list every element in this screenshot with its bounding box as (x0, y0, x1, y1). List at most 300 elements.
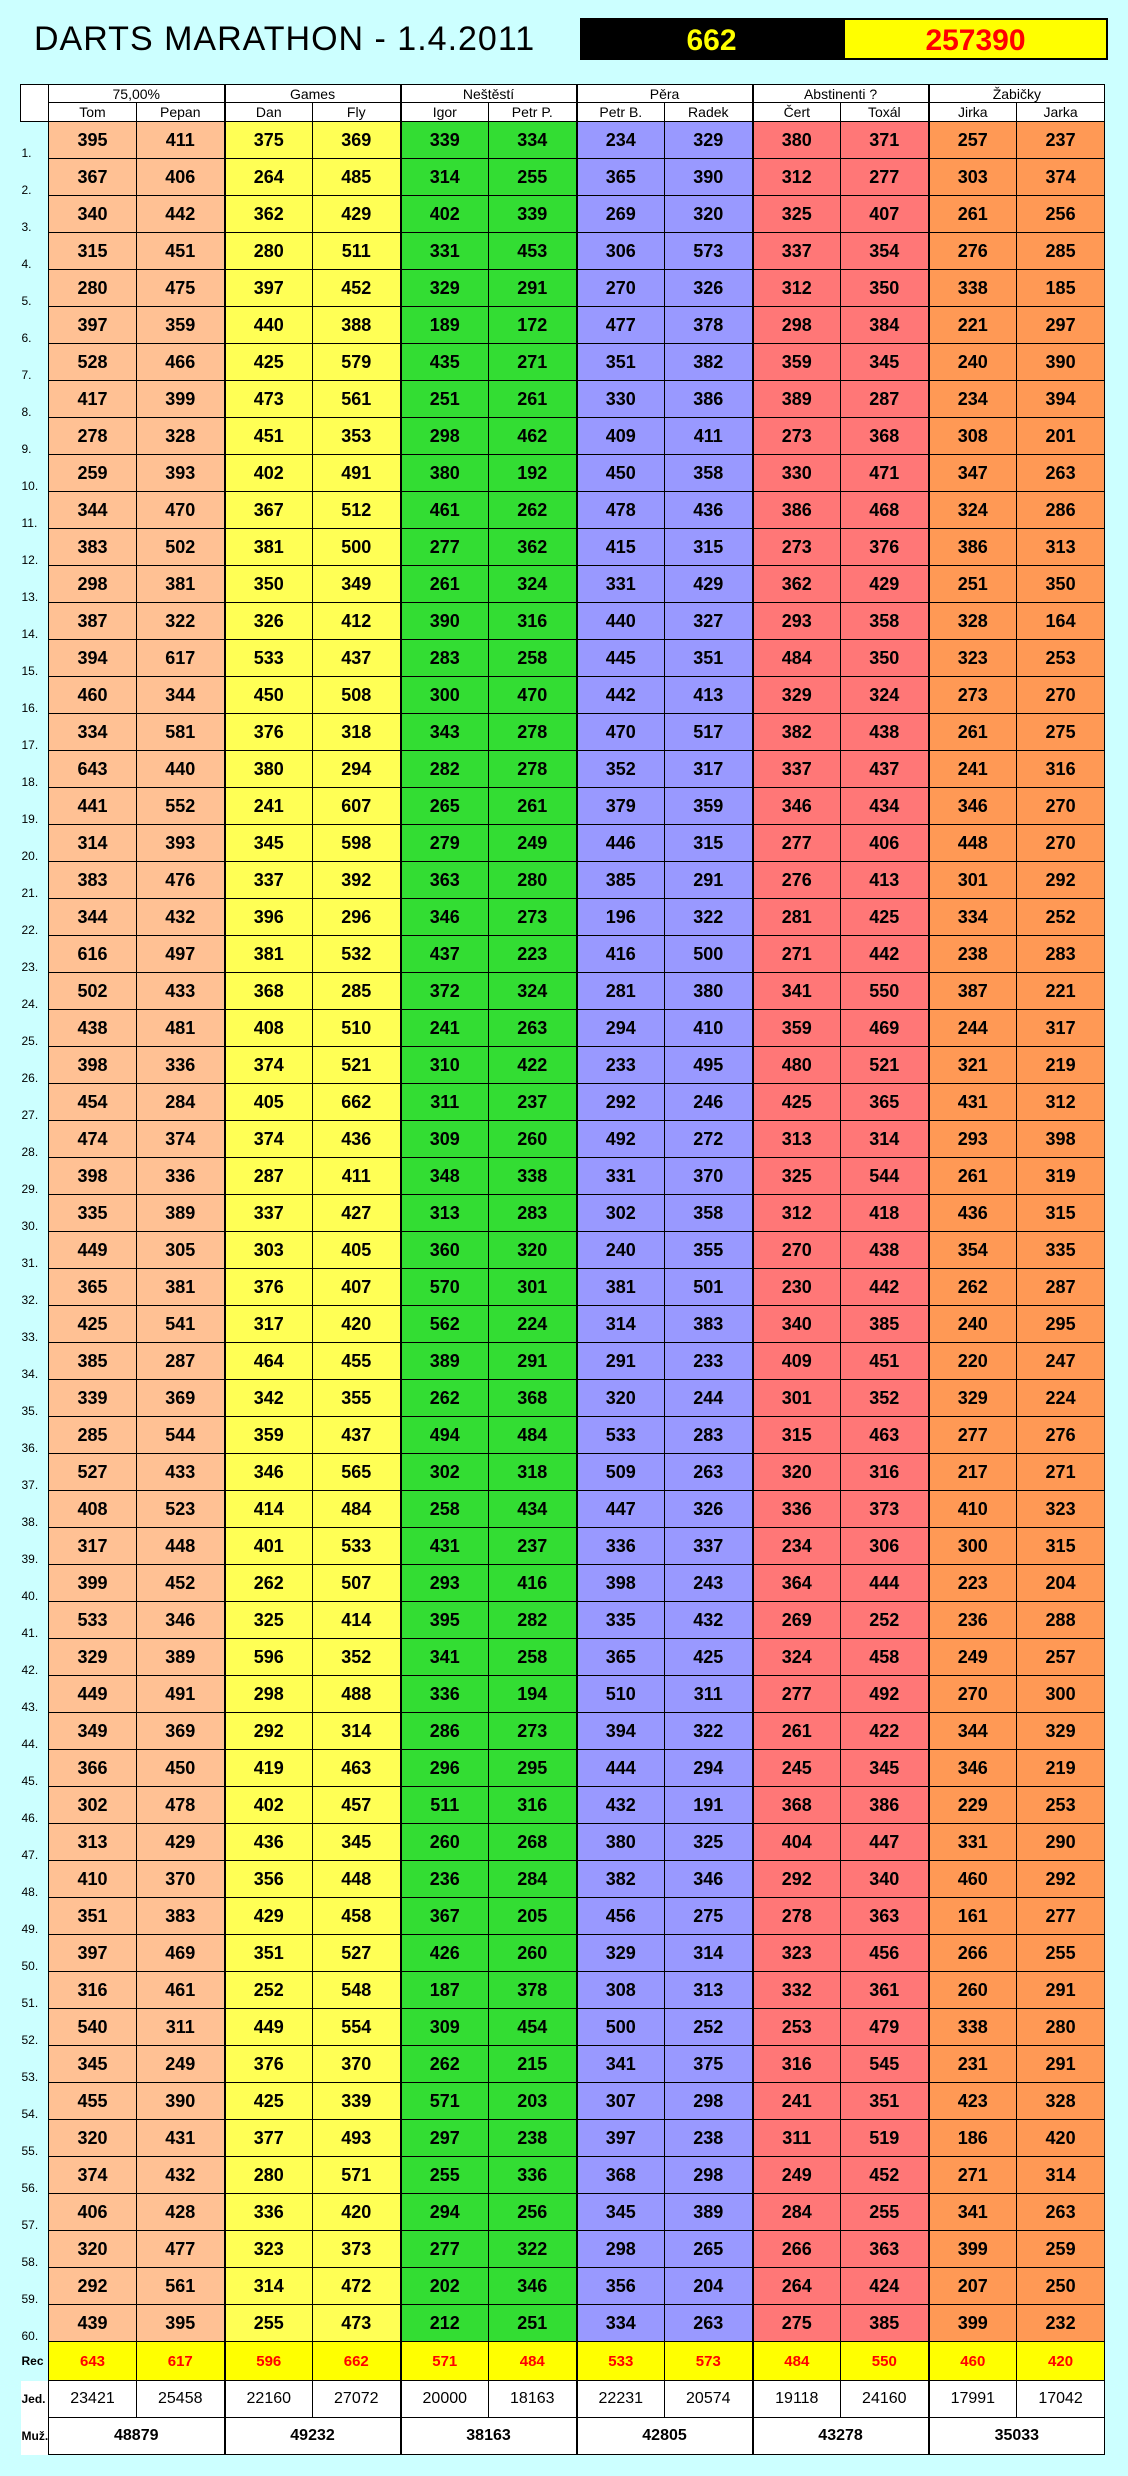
record-value: 533 (577, 2342, 665, 2381)
round-number: 44. (21, 1736, 39, 1750)
score-cell: 291 (1017, 1972, 1105, 2009)
score-cell: 270 (753, 1232, 841, 1269)
score-cell: 565 (313, 1454, 401, 1491)
score-cell: 294 (401, 2194, 489, 2231)
score-cell: 269 (577, 196, 665, 233)
record-value: 550 (841, 2342, 929, 2381)
score-cell: 393 (137, 455, 225, 492)
score-cell: 533 (49, 1602, 137, 1639)
score-cell: 283 (1017, 936, 1105, 973)
score-cell: 249 (753, 2157, 841, 2194)
score-cell: 519 (841, 2120, 929, 2157)
score-cell: 306 (577, 233, 665, 270)
score-cell: 276 (1017, 1417, 1105, 1454)
score-cell: 288 (1017, 1602, 1105, 1639)
individual-total: 27072 (313, 2381, 401, 2418)
score-cell: 220 (929, 1343, 1017, 1380)
score-cell: 329 (577, 1935, 665, 1972)
score-cell: 533 (577, 1417, 665, 1454)
score-cell: 238 (665, 2120, 753, 2157)
round-number: 53. (21, 2069, 39, 2083)
score-cell: 339 (401, 122, 489, 159)
score-cell: 446 (577, 825, 665, 862)
score-cell: 376 (225, 714, 313, 751)
table-row (21, 2157, 1105, 2194)
score-cell: 314 (1017, 2157, 1105, 2194)
score-cell: 279 (401, 825, 489, 862)
score-cell: 345 (841, 1750, 929, 1787)
table-row (21, 159, 1105, 196)
score-cell: 381 (577, 1269, 665, 1306)
score-cell: 294 (313, 751, 401, 788)
score-cell: 478 (577, 492, 665, 529)
score-cell: 236 (401, 1861, 489, 1898)
round-number: 36. (21, 1440, 39, 1454)
score-cell: 466 (137, 344, 225, 381)
score-cell: 238 (929, 936, 1017, 973)
score-cell: 383 (137, 1898, 225, 1935)
score-cell: 451 (225, 418, 313, 455)
score-cell: 251 (401, 381, 489, 418)
score-cell: 263 (489, 1010, 577, 1047)
score-cell: 334 (929, 899, 1017, 936)
score-cell: 314 (225, 2268, 313, 2305)
score-cell: 237 (489, 1084, 577, 1121)
score-cell: 364 (753, 1565, 841, 1602)
score-cell: 438 (841, 714, 929, 751)
score-cell: 252 (841, 1602, 929, 1639)
score-cell: 407 (841, 196, 929, 233)
record-value: 643 (49, 2342, 137, 2381)
score-cell: 291 (489, 270, 577, 307)
score-cell: 259 (1017, 2231, 1105, 2268)
score-cell: 450 (577, 455, 665, 492)
score-cell: 294 (577, 1010, 665, 1047)
score-cell: 544 (137, 1417, 225, 1454)
score-cell: 362 (225, 196, 313, 233)
score-cell: 502 (137, 529, 225, 566)
round-number: 54. (21, 2106, 39, 2120)
table-row (21, 825, 1105, 862)
score-cell: 186 (929, 2120, 1017, 2157)
team-name: Neštěstí (401, 85, 577, 103)
team-total: 43278 (753, 2418, 929, 2455)
score-cell: 241 (753, 2083, 841, 2120)
score-cell: 322 (665, 899, 753, 936)
score-cell: 512 (313, 492, 401, 529)
score-cell: 436 (225, 1824, 313, 1861)
score-cell: 325 (665, 1824, 753, 1861)
score-cell: 306 (841, 1528, 929, 1565)
score-cell: 359 (753, 1010, 841, 1047)
score-cell: 308 (929, 418, 1017, 455)
score-cell: 368 (841, 418, 929, 455)
score-cell: 326 (665, 1491, 753, 1528)
score-cell: 340 (841, 1861, 929, 1898)
score-cell: 261 (489, 381, 577, 418)
score-cell: 204 (1017, 1565, 1105, 1602)
score-cell: 313 (753, 1121, 841, 1158)
team-total: 38163 (401, 2418, 577, 2455)
score-cell: 320 (49, 2231, 137, 2268)
table-row (21, 1491, 1105, 1528)
score-cell: 438 (49, 1010, 137, 1047)
score-cell: 329 (665, 122, 753, 159)
score-cell: 280 (489, 862, 577, 899)
score-cell: 387 (929, 973, 1017, 1010)
score-cell: 263 (665, 2305, 753, 2342)
score-cell: 275 (665, 1898, 753, 1935)
score-cell: 316 (489, 603, 577, 640)
score-cell: 510 (313, 1010, 401, 1047)
score-cell: 258 (489, 1639, 577, 1676)
score-cell: 337 (665, 1528, 753, 1565)
score-cell: 397 (49, 307, 137, 344)
score-cell: 345 (313, 1824, 401, 1861)
score-cell: 571 (313, 2157, 401, 2194)
table-row (21, 196, 1105, 233)
score-cell: 300 (401, 677, 489, 714)
table-row (21, 1010, 1105, 1047)
score-cell: 402 (401, 196, 489, 233)
table-row (21, 270, 1105, 307)
score-cell: 481 (137, 1010, 225, 1047)
score-cell: 429 (225, 1898, 313, 1935)
score-cell: 378 (489, 1972, 577, 2009)
score-cell: 511 (401, 1787, 489, 1824)
score-cell: 256 (489, 2194, 577, 2231)
score-cell: 277 (841, 159, 929, 196)
score-cell: 315 (665, 825, 753, 862)
score-cell: 358 (665, 455, 753, 492)
score-cell: 368 (225, 973, 313, 1010)
score-cell: 386 (841, 1787, 929, 1824)
round-number: 1. (21, 145, 32, 159)
score-cell: 271 (1017, 1454, 1105, 1491)
score-cell: 480 (753, 1047, 841, 1084)
round-number: 40. (21, 1588, 39, 1602)
score-cell: 434 (841, 788, 929, 825)
score-cell: 494 (401, 1417, 489, 1454)
team-name: Pěra (577, 85, 753, 103)
score-cell: 273 (753, 529, 841, 566)
score-cell: 388 (313, 307, 401, 344)
score-cell: 347 (929, 455, 1017, 492)
score-cell: 411 (665, 418, 753, 455)
round-number: 43. (21, 1699, 39, 1713)
record-value: 617 (137, 2342, 225, 2381)
score-cell: 280 (49, 270, 137, 307)
score-cell: 264 (225, 159, 313, 196)
score-cell: 428 (137, 2194, 225, 2231)
score-cell: 573 (665, 233, 753, 270)
round-number: 47. (21, 1847, 39, 1861)
score-cell: 315 (753, 1417, 841, 1454)
score-cell: 352 (577, 751, 665, 788)
score-cell: 317 (665, 751, 753, 788)
round-number: 6. (21, 330, 32, 344)
score-cell: 475 (137, 270, 225, 307)
score-cell: 373 (313, 2231, 401, 2268)
score-cell: 389 (137, 1639, 225, 1676)
score-cell: 369 (313, 122, 401, 159)
score-cell: 425 (753, 1084, 841, 1121)
score-cell: 406 (841, 825, 929, 862)
score-cell: 328 (1017, 2083, 1105, 2120)
score-cell: 382 (665, 344, 753, 381)
score-cell: 221 (1017, 973, 1105, 1010)
score-cell: 261 (753, 1713, 841, 1750)
player-name: Jarka (1017, 103, 1105, 122)
score-cell: 271 (753, 936, 841, 973)
score-cell: 202 (401, 2268, 489, 2305)
score-cell: 297 (1017, 307, 1105, 344)
score-cell: 280 (1017, 2009, 1105, 2046)
score-cell: 541 (137, 1306, 225, 1343)
score-cell: 548 (313, 1972, 401, 2009)
score-cell: 463 (313, 1750, 401, 1787)
score-cell: 260 (489, 1935, 577, 1972)
record-value: 662 (313, 2342, 401, 2381)
score-cell: 350 (1017, 566, 1105, 603)
score-cell: 291 (1017, 2046, 1105, 2083)
score-cell: 440 (577, 603, 665, 640)
table-row (21, 566, 1105, 603)
score-cell: 344 (49, 899, 137, 936)
score-cell: 323 (929, 640, 1017, 677)
score-cell: 399 (929, 2231, 1017, 2268)
score-cell: 316 (489, 1787, 577, 1824)
score-cell: 311 (401, 1084, 489, 1121)
record-value: 484 (753, 2342, 841, 2381)
score-cell: 271 (929, 2157, 1017, 2194)
score-cell: 495 (665, 1047, 753, 1084)
score-cell: 161 (929, 1898, 1017, 1935)
score-cell: 346 (929, 1750, 1017, 1787)
score-cell: 390 (401, 603, 489, 640)
score-cell: 297 (401, 2120, 489, 2157)
score-cell: 598 (313, 825, 401, 862)
score-cell: 339 (313, 2083, 401, 2120)
score-cell: 351 (577, 344, 665, 381)
score-cell: 336 (225, 2194, 313, 2231)
score-cell: 292 (225, 1713, 313, 1750)
score-cell: 381 (225, 529, 313, 566)
score-cell: 552 (137, 788, 225, 825)
round-number: 60. (21, 2328, 39, 2342)
table-row (21, 1602, 1105, 1639)
score-cell: 386 (665, 381, 753, 418)
individual-total: 18163 (489, 2381, 577, 2418)
round-number: 52. (21, 2032, 39, 2046)
score-cell: 409 (753, 1343, 841, 1380)
score-cell: 330 (577, 381, 665, 418)
score-cell: 234 (929, 381, 1017, 418)
team-name: 75,00% (49, 85, 225, 103)
score-cell: 284 (489, 1861, 577, 1898)
table-row (21, 418, 1105, 455)
score-cell: 579 (313, 344, 401, 381)
score-cell: 315 (1017, 1195, 1105, 1232)
score-cell: 302 (577, 1195, 665, 1232)
score-cell: 374 (225, 1121, 313, 1158)
score-cell: 472 (313, 2268, 401, 2305)
score-cell: 385 (577, 862, 665, 899)
score-cell: 521 (841, 1047, 929, 1084)
score-cell: 229 (929, 1787, 1017, 1824)
score-cell: 276 (929, 233, 1017, 270)
score-cell: 414 (225, 1491, 313, 1528)
score-cell: 354 (841, 233, 929, 270)
score-cell: 351 (841, 2083, 929, 2120)
score-cell: 273 (489, 899, 577, 936)
score-cell: 285 (49, 1417, 137, 1454)
score-cell: 253 (753, 2009, 841, 2046)
player-name: Petr B. (577, 103, 665, 122)
table-row (21, 788, 1105, 825)
score-cell: 399 (49, 1565, 137, 1602)
score-cell: 339 (49, 1380, 137, 1417)
round-number: 58. (21, 2254, 39, 2268)
score-cell: 237 (1017, 122, 1105, 159)
score-cell: 389 (137, 1195, 225, 1232)
score-cell: 316 (841, 1454, 929, 1491)
table-row (21, 381, 1105, 418)
score-cell: 433 (137, 973, 225, 1010)
table-row (21, 344, 1105, 381)
score-cell: 316 (49, 1972, 137, 2009)
score-cell: 277 (1017, 1898, 1105, 1935)
score-cell: 295 (1017, 1306, 1105, 1343)
score-cell: 453 (489, 233, 577, 270)
round-number: 2. (21, 182, 32, 196)
score-cell: 394 (1017, 381, 1105, 418)
score-cell: 338 (929, 270, 1017, 307)
score-cell: 338 (929, 2009, 1017, 2046)
score-cell: 282 (401, 751, 489, 788)
score-cell: 282 (489, 1602, 577, 1639)
score-cell: 332 (753, 1972, 841, 2009)
score-cell: 231 (929, 2046, 1017, 2083)
score-cell: 493 (313, 2120, 401, 2157)
score-cell: 596 (225, 1639, 313, 1676)
score-cell: 315 (49, 233, 137, 270)
score-cell: 221 (929, 307, 1017, 344)
score-cell: 312 (753, 1195, 841, 1232)
score-cell: 240 (929, 344, 1017, 381)
score-cell: 275 (1017, 714, 1105, 751)
score-cell: 376 (225, 2046, 313, 2083)
round-number: 25. (21, 1033, 39, 1047)
score-cell: 433 (137, 1454, 225, 1491)
score-cell: 476 (137, 862, 225, 899)
score-cell: 342 (225, 1380, 313, 1417)
score-cell: 366 (49, 1750, 137, 1787)
score-cell: 292 (1017, 862, 1105, 899)
score-cell: 224 (489, 1306, 577, 1343)
table-row (21, 1269, 1105, 1306)
score-cell: 331 (577, 566, 665, 603)
score-cell: 426 (401, 1935, 489, 1972)
score-cell: 435 (401, 344, 489, 381)
score-cell: 436 (929, 1195, 1017, 1232)
score-cell: 431 (929, 1084, 1017, 1121)
score-cell: 479 (841, 2009, 929, 2046)
score-cell: 374 (225, 1047, 313, 1084)
score-cell: 397 (49, 1935, 137, 1972)
table-row (21, 1787, 1105, 1824)
score-cell: 327 (665, 603, 753, 640)
score-cell: 571 (401, 2083, 489, 2120)
round-number: 13. (21, 589, 39, 603)
table-row (21, 1047, 1105, 1084)
score-cell: 451 (137, 233, 225, 270)
score-cell: 313 (665, 1972, 753, 2009)
score-cell: 460 (49, 677, 137, 714)
score-cell: 249 (137, 2046, 225, 2083)
score-cell: 262 (401, 2046, 489, 2083)
score-cell: 313 (401, 1195, 489, 1232)
score-cell: 305 (137, 1232, 225, 1269)
score-cell: 533 (313, 1528, 401, 1565)
score-cell: 298 (225, 1676, 313, 1713)
score-cell: 533 (225, 640, 313, 677)
score-cell: 323 (1017, 1491, 1105, 1528)
score-cell: 262 (401, 1380, 489, 1417)
score-cell: 331 (401, 233, 489, 270)
score-cell: 370 (665, 1158, 753, 1195)
score-cell: 461 (401, 492, 489, 529)
score-cell: 325 (753, 196, 841, 233)
table-row (21, 233, 1105, 270)
score-cell: 452 (841, 2157, 929, 2194)
individual-total: 17042 (1017, 2381, 1105, 2418)
score-cell: 185 (1017, 270, 1105, 307)
score-cell: 410 (49, 1861, 137, 1898)
score-cell: 370 (137, 1861, 225, 1898)
score-cell: 277 (753, 1676, 841, 1713)
score-cell: 296 (401, 1750, 489, 1787)
score-cell: 223 (489, 936, 577, 973)
table-row (21, 1121, 1105, 1158)
score-cell: 317 (225, 1306, 313, 1343)
score-cell: 232 (1017, 2305, 1105, 2342)
score-cell: 375 (225, 122, 313, 159)
score-cell: 270 (1017, 788, 1105, 825)
score-cell: 455 (313, 1343, 401, 1380)
score-cell: 374 (1017, 159, 1105, 196)
score-cell: 500 (665, 936, 753, 973)
score-cell: 367 (225, 492, 313, 529)
score-cell: 281 (577, 973, 665, 1010)
score-cell: 368 (753, 1787, 841, 1824)
score-cell: 468 (841, 492, 929, 529)
score-cell: 191 (665, 1787, 753, 1824)
score-cell: 368 (577, 2157, 665, 2194)
score-cell: 355 (313, 1380, 401, 1417)
score-cell: 381 (137, 1269, 225, 1306)
score-cell: 384 (841, 307, 929, 344)
score-cell: 442 (137, 196, 225, 233)
score-cell: 263 (665, 1454, 753, 1491)
score-cell: 300 (929, 1528, 1017, 1565)
score-cell: 411 (137, 122, 225, 159)
score-cell: 509 (577, 1454, 665, 1491)
round-number: 3. (21, 219, 32, 233)
score-cell: 449 (49, 1676, 137, 1713)
score-cell: 311 (665, 1676, 753, 1713)
score-cell: 413 (841, 862, 929, 899)
